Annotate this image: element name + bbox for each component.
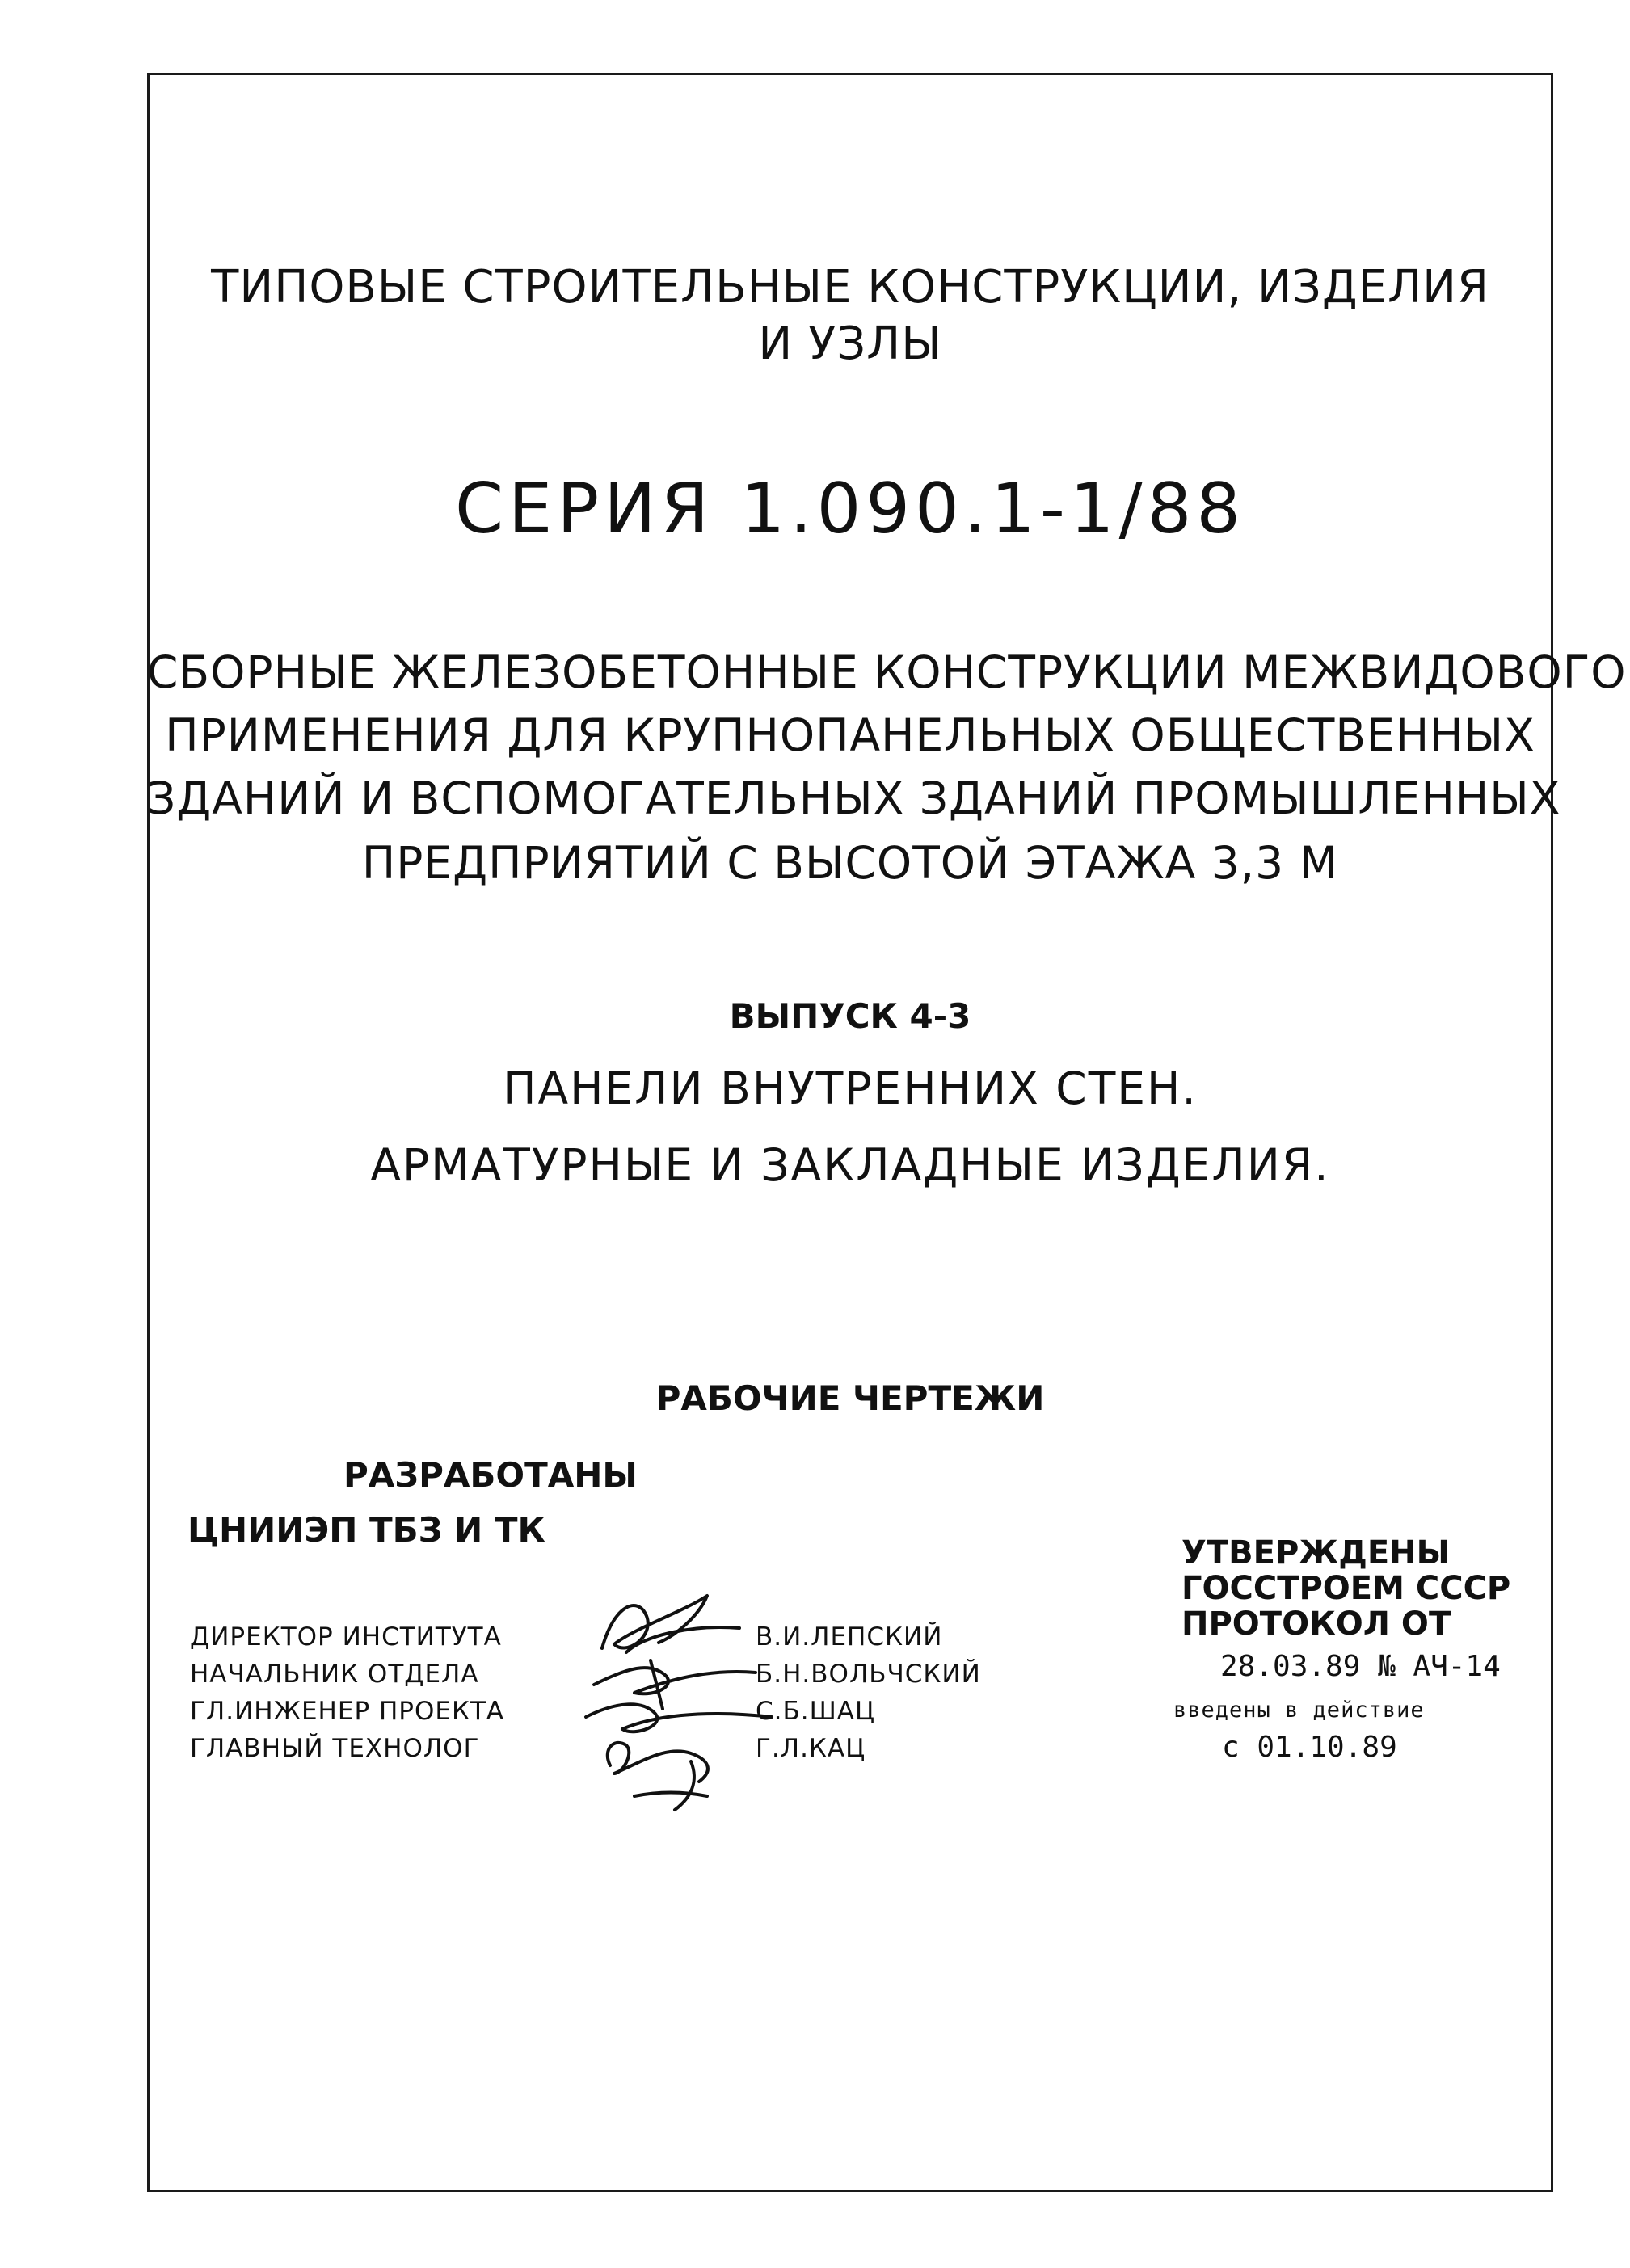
signatory-name: Г.Л.КАЦ — [756, 1734, 866, 1763]
header-line-2: И УЗЛЫ — [758, 318, 942, 370]
subtitle-line-1: ПАНЕЛИ ВНУТРЕННИХ СТЕН. — [503, 1062, 1198, 1114]
developer-organization: ЦНИИЭП ТБЗ И ТК — [187, 1510, 545, 1550]
subtitle-line-2: АРМАТУРНЫЕ И ЗАКЛАДНЫЕ ИЗДЕЛИЯ. — [370, 1139, 1330, 1191]
signatory-name: Б.Н.ВОЛЬЧСКИЙ — [756, 1660, 981, 1689]
approval-authority: ГОССТРОЕМ СССР — [1181, 1570, 1511, 1607]
approval-label: УТВЕРЖДЕНЫ — [1181, 1534, 1451, 1572]
title-line-3: ЗДАНИЙ И ВСПОМОГАТЕЛЬНЫХ ЗДАНИЙ ПРОМЫШЛЕННЫХ — [147, 772, 1561, 824]
signatory-role: ГЛ.ИНЖЕНЕР ПРОЕКТА — [190, 1697, 505, 1726]
approval-protocol-label: ПРОТОКОЛ ОТ — [1181, 1605, 1451, 1643]
header-line-1: ТИПОВЫЕ СТРОИТЕЛЬНЫЕ КОНСТРУКЦИИ, ИЗДЕЛИЯ — [211, 261, 1489, 313]
title-line-2: ПРИМЕНЕНИЯ ДЛЯ КРУПНОПАНЕЛЬНЫХ ОБЩЕСТВЕННЫХ — [165, 709, 1535, 761]
signatory-name: В.И.ЛЕПСКИЙ — [756, 1622, 943, 1652]
title-line-1: СБОРНЫЕ ЖЕЛЕЗОБЕТОННЫЕ КОНСТРУКЦИИ МЕЖВИДОВОГО — [147, 646, 1627, 698]
signatory-role: ДИРЕКТОР ИНСТИТУТА — [190, 1622, 502, 1652]
effective-date: с 01.10.89 — [1222, 1731, 1397, 1764]
effective-label: введены в действие — [1173, 1698, 1425, 1723]
title-line-4: ПРЕДПРИЯТИЙ С ВЫСОТОЙ ЭТАЖА 3,3 М — [361, 837, 1339, 889]
approval-protocol-number: 28.03.89 № АЧ-14 — [1220, 1650, 1501, 1683]
page-border — [147, 73, 1627, 2192]
document-type: РАБОЧИЕ ЧЕРТЕЖИ — [655, 1378, 1045, 1418]
signatory-role: ГЛАВНЫЙ ТЕХНОЛОГ — [190, 1734, 480, 1763]
signatory-name: С.Б.ШАЦ — [756, 1697, 876, 1726]
developed-label: РАЗРАБОТАНЫ — [343, 1455, 638, 1495]
issue-number: ВЫПУСК 4-3 — [729, 996, 971, 1036]
signatory-role: НАЧАЛЬНИК ОТДЕЛА — [190, 1660, 479, 1689]
series-number: СЕРИЯ 1.090.1-1/88 — [454, 469, 1246, 549]
